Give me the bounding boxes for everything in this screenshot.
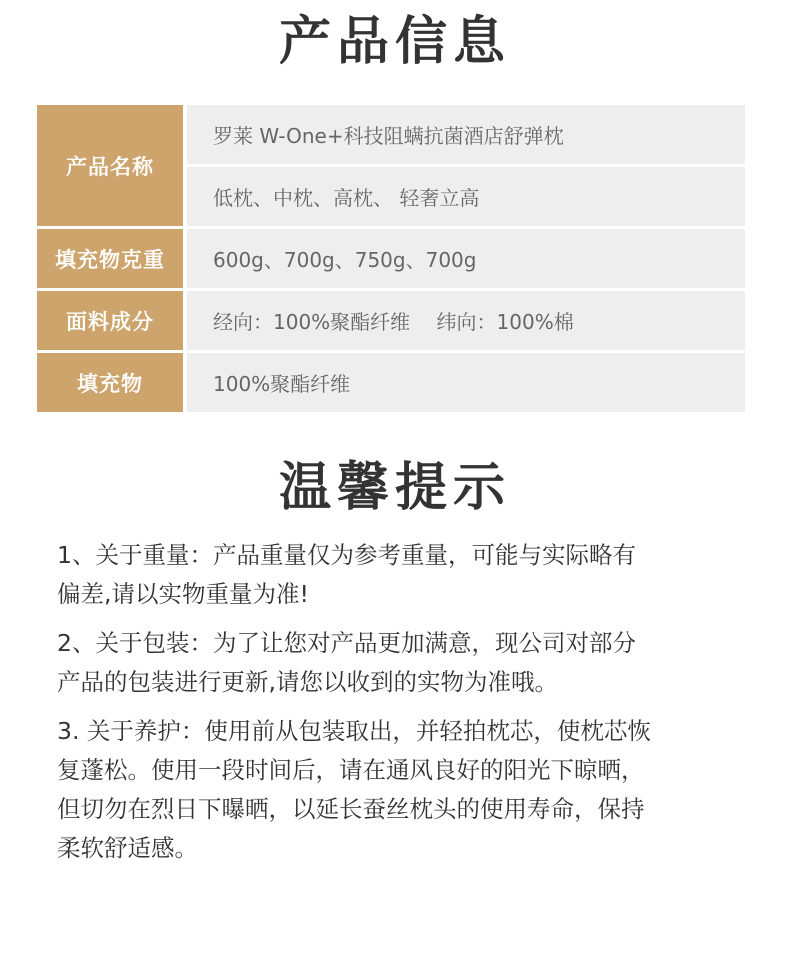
tip-line: 柔软舒适感。 xyxy=(57,834,198,862)
tip-line: 偏差,请以实物重量为准! xyxy=(57,580,309,608)
tip-line: 1、关于重量：产品重量仅为参考重量，可能与实际略有 xyxy=(57,541,636,569)
product-info-title: 产品信息 xyxy=(278,11,511,72)
row-value: 600g、700g、750g、700g xyxy=(187,229,745,288)
row-value: 100%聚酯纤维 xyxy=(187,353,745,412)
tip-line: 但切勿在烈日下曝晒，以延长蚕丝枕头的使用寿命，保持 xyxy=(57,795,645,823)
tip-line: 3. 关于养护：使用前从包装取出，并轻拍枕芯，使枕芯恢 xyxy=(57,717,651,745)
row-label: 面料成分 xyxy=(37,291,183,350)
tip-item xyxy=(57,712,747,868)
tips-title: 温馨提示 xyxy=(278,457,511,518)
row-value: 经向：100%聚酯纤维 纬向：100%棉 xyxy=(187,291,745,350)
table-row xyxy=(37,291,745,350)
row-value: 罗莱 W-One+科技阻螨抗菌酒店舒弹枕 xyxy=(187,105,745,164)
row-label: 填充物克重 xyxy=(37,229,183,288)
tip-line: 复蓬松。使用一段时间后，请在通风良好的阳光下晾晒， xyxy=(57,756,645,784)
tip-line: 产品的包装进行更新,请您以收到的实物为准哦。 xyxy=(57,668,558,696)
table-row xyxy=(37,353,745,412)
tip-item xyxy=(57,624,747,702)
table-row xyxy=(37,229,745,288)
tips-list xyxy=(57,536,747,878)
product-info-table xyxy=(37,105,745,415)
table-row xyxy=(37,105,745,226)
row-value: 低枕、中枕、高枕、 轻奢立高 xyxy=(187,167,745,226)
row-label: 填充物 xyxy=(37,353,183,412)
tip-line: 2、关于包装：为了让您对产品更加满意，现公司对部分 xyxy=(57,629,636,657)
row-label: 产品名称 xyxy=(37,105,183,226)
tip-item xyxy=(57,536,747,614)
